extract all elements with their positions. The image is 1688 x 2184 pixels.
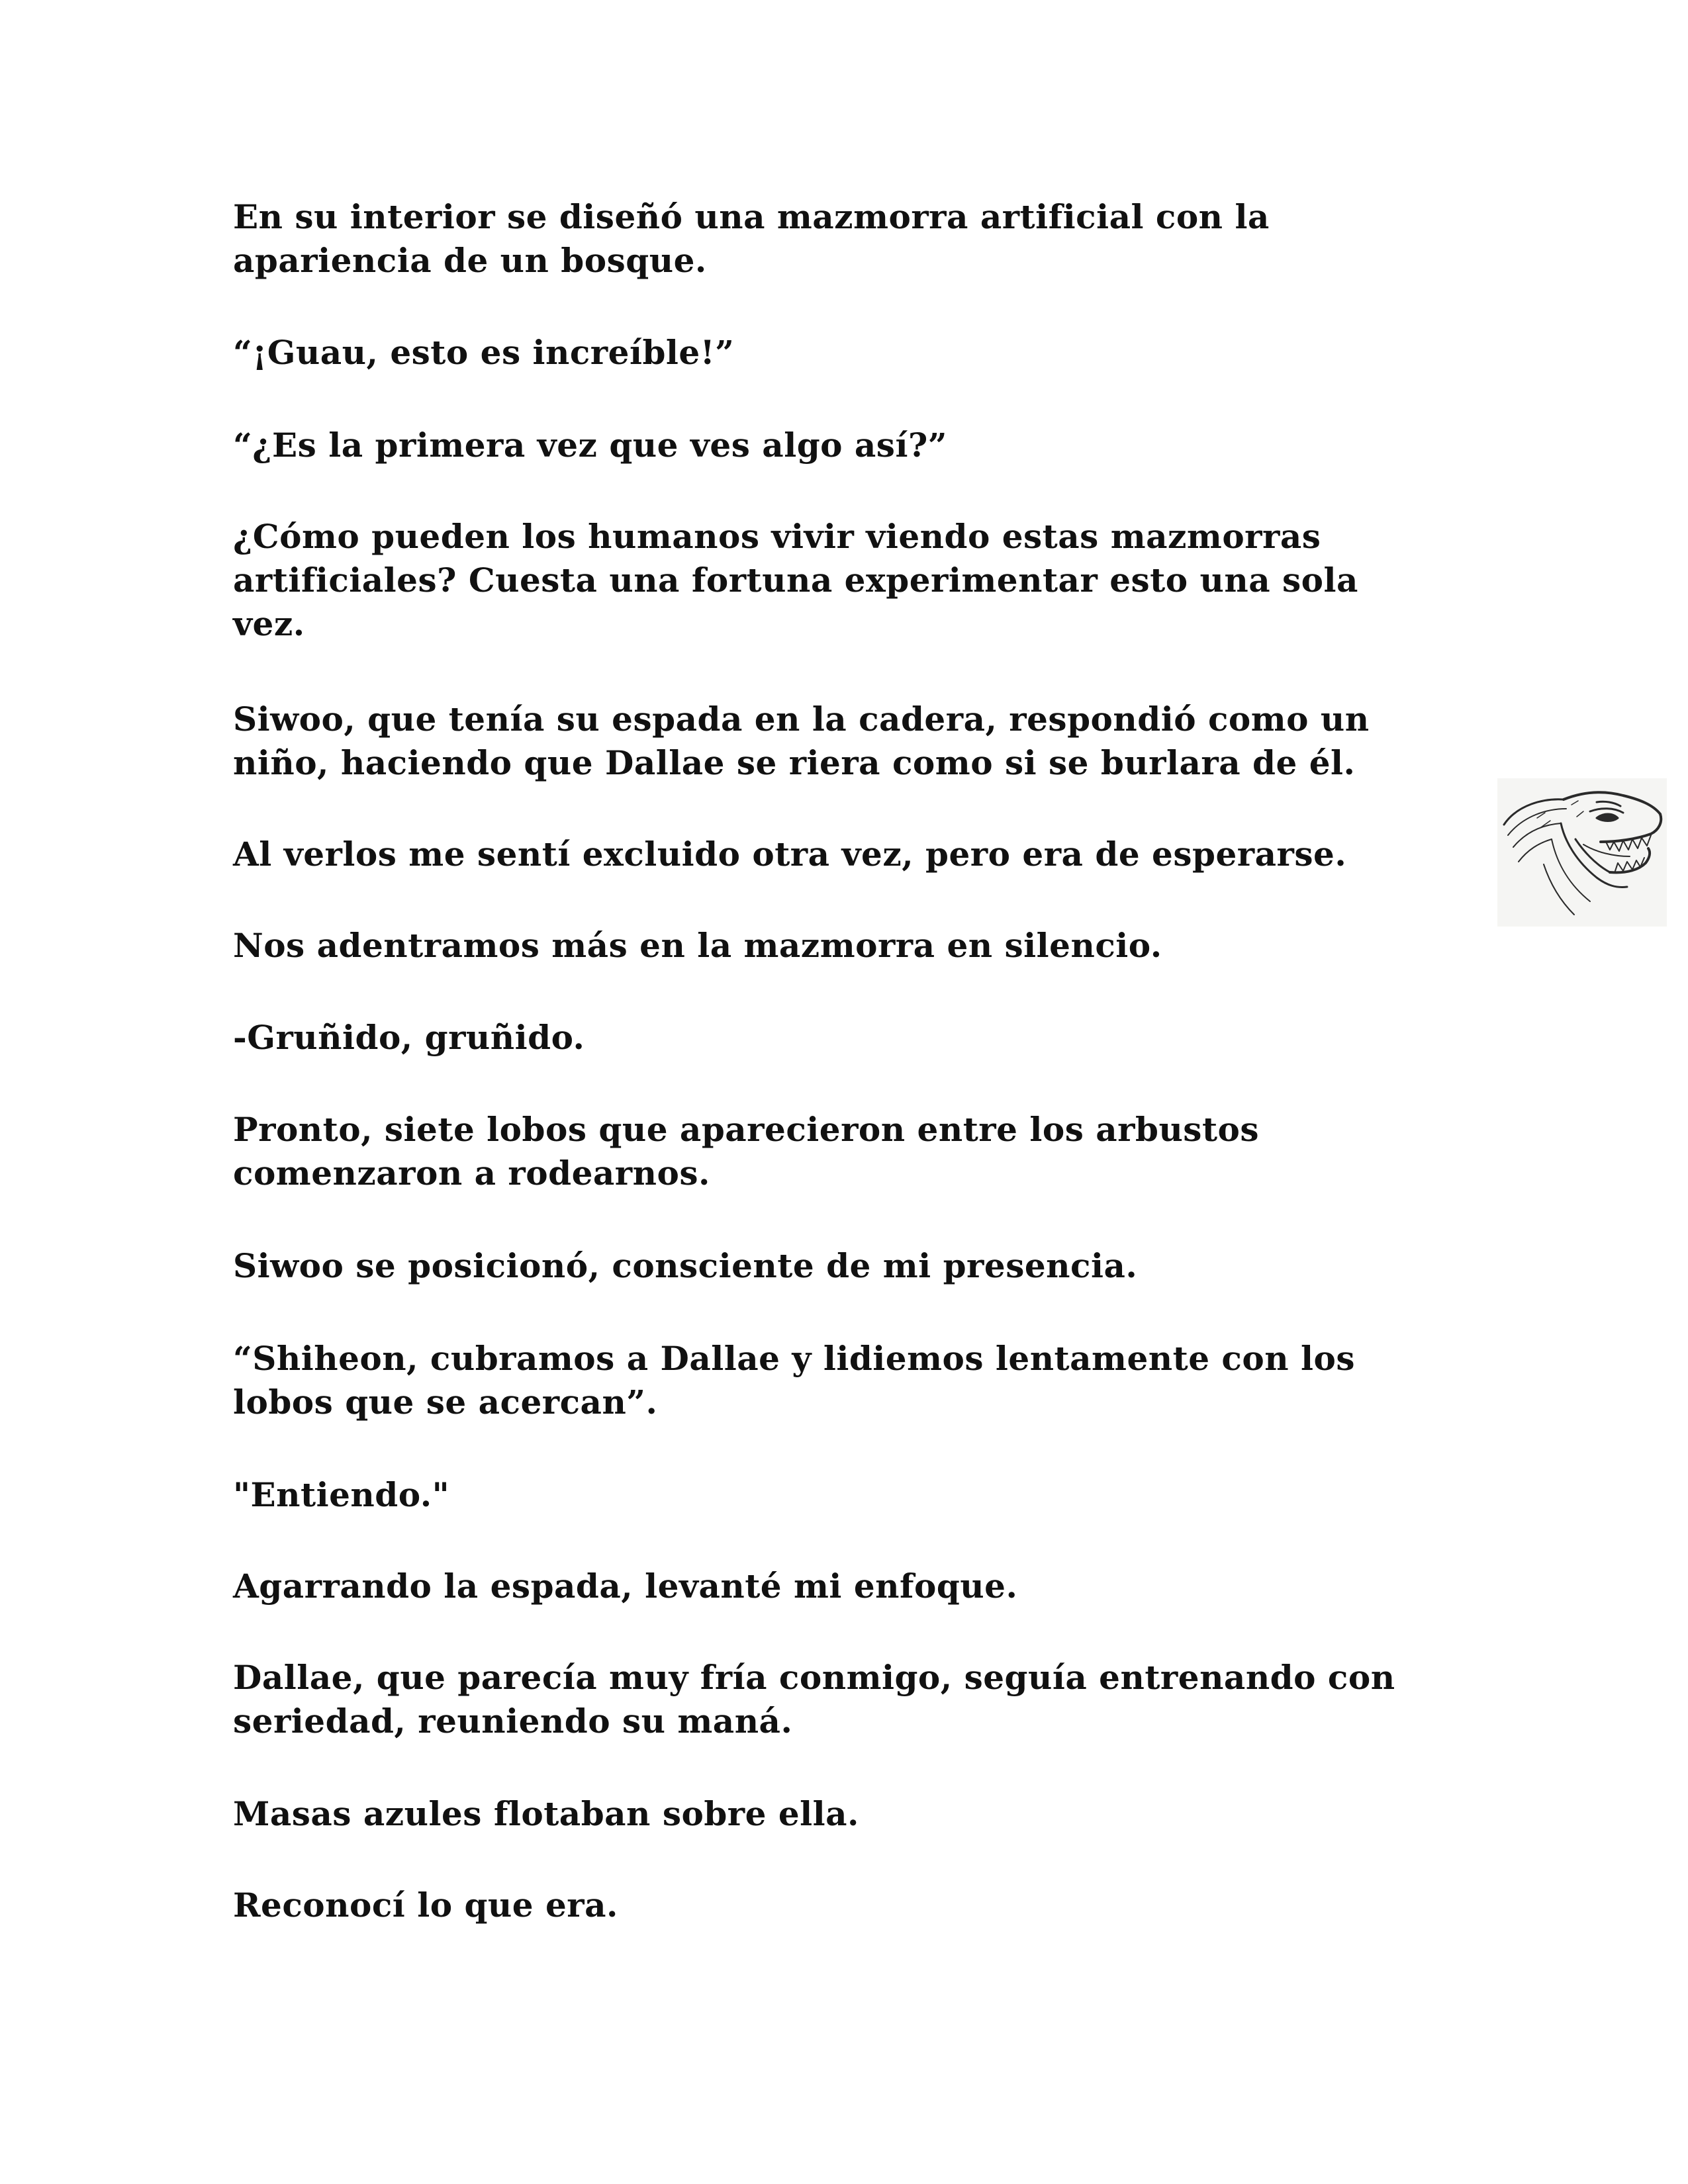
paragraph-16: Reconocí lo que era. xyxy=(233,1886,618,1925)
dinosaur-head-sketch-icon xyxy=(1497,778,1667,927)
paragraph-14: Dallae, que parecía muy fría conmigo, seguía entrenando con seriedad, reuniendo su maná. xyxy=(233,1658,1395,1741)
paragraph-1: En su interior se diseñó una mazmorra artificial con la apariencia de un bosque. xyxy=(233,197,1270,280)
paragraph-8: -Gruñido, gruñido. xyxy=(233,1018,585,1057)
paragraph-3: “¿Es la primera vez que ves algo así?” xyxy=(233,426,948,465)
paragraph-4: ¿Cómo pueden los humanos vivir viendo estas mazmorras artificiales? Cuesta una fortuna experimentar esto una sola vez. xyxy=(233,517,1358,643)
paragraph-12: "Entiendo." xyxy=(233,1475,450,1514)
paragraph-5: Siwoo, que tenía su espada en la cadera, respondió como un niño, haciendo que Dallae se riera como si se burlara de él. xyxy=(233,700,1370,782)
paragraph-11: “Shiheon, cubramos a Dallae y lidiemos lentamente con los lobos que se acercan”. xyxy=(233,1339,1355,1422)
paragraph-6: Al verlos me sentí excluido otra vez, pero era de esperarse. xyxy=(233,835,1347,874)
paragraph-2: “¡Guau, esto es increíble!” xyxy=(233,333,735,372)
paragraph-15: Masas azules flotaban sobre ella. xyxy=(233,1794,859,1833)
paragraph-9: Pronto, siete lobos que aparecieron entre los arbustos comenzaron a rodearnos. xyxy=(233,1110,1260,1193)
paragraph-13: Agarrando la espada, levanté mi enfoque. xyxy=(233,1567,1018,1606)
paragraph-10: Siwoo se posicionó, consciente de mi presencia. xyxy=(233,1246,1138,1285)
paragraph-7: Nos adentramos más en la mazmorra en silencio. xyxy=(233,926,1162,965)
